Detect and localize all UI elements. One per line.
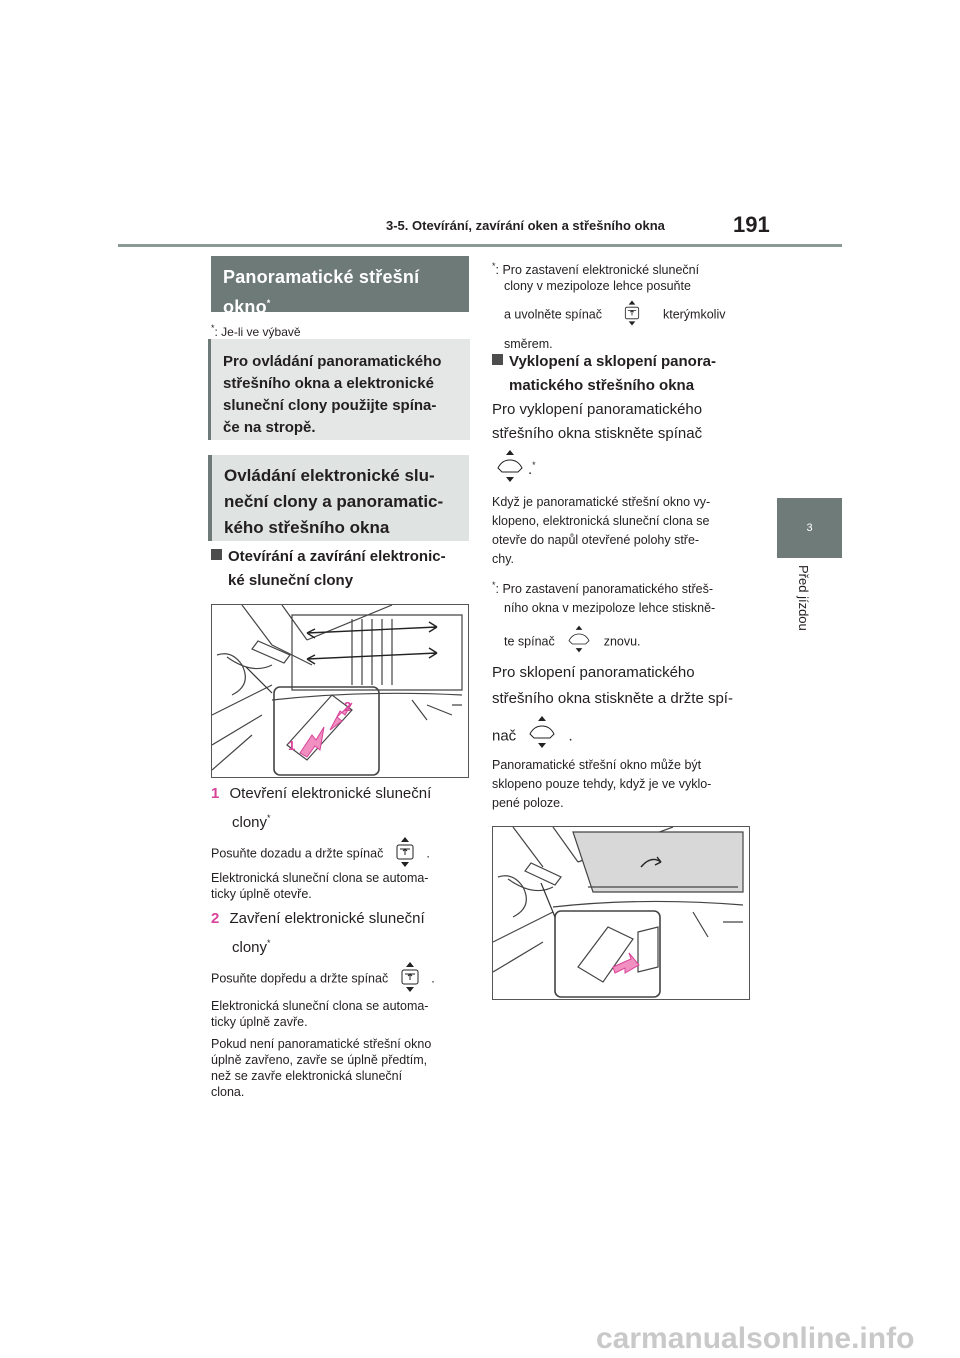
tilt-line: Pro vyklopení panoramatického (492, 401, 703, 418)
square-bullet-icon (492, 354, 503, 365)
optional-mark: * (267, 938, 271, 948)
tilt-description (492, 493, 754, 569)
sunshade-heading-line1: Otevírání a zavírání elektronic- (228, 548, 446, 565)
paragraph-line: úplně zavřeno, zavře se úplně předtím, (211, 1053, 428, 1067)
tilt-stop-note (492, 576, 754, 660)
step-number-1: 1 (211, 785, 220, 802)
availability-footnote (211, 320, 451, 340)
step1-instruction-text: Posuňte dozadu a držte spínač (211, 846, 384, 861)
close-line: Pro sklopení panoramatického (492, 664, 695, 681)
tilt-desc-line: otevře do napůl otevřené polohy stře- (492, 533, 700, 547)
step2-title (211, 907, 471, 960)
optional-mark: * (266, 298, 271, 308)
header-divider (118, 244, 842, 247)
subsection-title-line: kého střešního okna (224, 518, 390, 537)
note-line: clony v mezipoloze lehce posuňte (504, 279, 691, 294)
tilt-desc-line: Když je panoramatické střešní okno vy- (492, 495, 711, 509)
section-title-box (211, 256, 469, 317)
info-line: sluneční clony použijte spína- (223, 397, 437, 414)
close-line: střešního okna stiskněte a držte spí- (492, 690, 733, 707)
tilt-desc-line: chy. (492, 552, 514, 566)
closing-paragraph (211, 1036, 473, 1100)
step2-desc-line: Elektronická sluneční clona se automa- (211, 999, 429, 1013)
note-line: : Pro zastavení elektronické sluneční (495, 263, 700, 278)
step1-desc-line: Elektronická sluneční clona se automa- (211, 871, 429, 885)
sunshade-heading (211, 545, 473, 593)
sunshade-switch-icon (392, 962, 428, 996)
subsection-title-line: neční clony a panoramatic- (224, 492, 444, 511)
section-title-line1: Panoramatické střešní (223, 267, 420, 287)
footnote-text: : Je-li ve výbavě (214, 325, 301, 339)
close-line-start: nač (492, 727, 517, 745)
step1-title-line2: clony (232, 814, 268, 831)
subsection-title-box (208, 455, 469, 541)
square-bullet-icon (211, 549, 222, 560)
illus-label-1: 1 (288, 738, 296, 753)
tilt-instruction (492, 398, 754, 490)
sunshade-stop-note (492, 258, 754, 352)
note-line-end: kterýmkoliv (662, 307, 726, 322)
note-mark: * (492, 261, 496, 271)
step2-description (211, 998, 473, 1030)
note-line-end: znovu. (603, 634, 641, 649)
sunshade-switch-drawing (212, 605, 468, 777)
tilt-switch-icon (564, 624, 594, 660)
paragraph-line: než se zavře elektronická sluneční (211, 1069, 403, 1083)
sunshade-switch-illustration (211, 604, 469, 778)
info-line: Pro ovládání panoramatického (223, 353, 442, 370)
page-number: 191 (733, 212, 770, 237)
tilt-line: střešního okna stiskněte spínač (492, 425, 703, 442)
tilt-heading (492, 350, 754, 398)
note-line: : Pro zastavení panoramatického střeš- (495, 582, 713, 597)
step2-desc-line: ticky úplně zavře. (211, 1015, 308, 1029)
note-line-start: a uvolněte spínač (504, 307, 602, 322)
sunshade-switch-icon (387, 837, 423, 871)
tilt-switch-illustration (492, 826, 750, 1000)
close-desc-line: sklopeno pouze tehdy, když je ve vyklo- (492, 777, 712, 791)
info-line: střešního okna a elektronické (223, 375, 434, 392)
close-instruction (492, 660, 754, 757)
note-line: směrem. (504, 337, 553, 352)
step2-instruction (211, 962, 473, 996)
chapter-tab: 3 (777, 498, 842, 558)
tilt-switch-icon (524, 716, 560, 757)
tilt-end: . (528, 460, 533, 478)
section-header: 3-5. Otevírání, zavírání oken a střešního okna (386, 218, 665, 233)
paragraph-line: clona. (211, 1085, 245, 1099)
close-desc-line: pené poloze. (492, 796, 564, 810)
subsection-title-line: Ovládání elektronické slu- (224, 466, 435, 485)
close-description (492, 756, 754, 813)
step1-description (211, 870, 473, 902)
step2-instruction-text: Posuňte dopředu a držte spínač (211, 971, 389, 986)
tilt-heading-line1: Vyklopení a sklopení panora- (509, 353, 716, 370)
step1-instruction (211, 837, 473, 871)
close-desc-line: Panoramatické střešní okno může být (492, 758, 702, 772)
paragraph-line: Pokud není panoramatické střešní okno (211, 1037, 432, 1051)
tilt-mark: * (532, 459, 536, 470)
tilt-desc-line: klopeno, elektronická sluneční clona se (492, 514, 710, 528)
step2-title-line2: clony (232, 939, 268, 956)
info-line: če na stropě. (223, 419, 316, 436)
step1-title (211, 782, 471, 835)
section-title-line2: okno (223, 297, 267, 317)
footnote-mark: * (211, 323, 215, 333)
note-line-start: te spínač (504, 634, 555, 649)
tilt-switch-drawing (493, 827, 749, 999)
chapter-side-label: Před jízdou (796, 565, 811, 631)
sunshade-switch-icon (617, 298, 647, 332)
step1-desc-line: ticky úplně otevře. (211, 887, 312, 901)
note-line: ního okna v mezipoloze lehce stiskně- (504, 601, 716, 616)
footer-watermark: carmanualsonline.info (596, 1322, 915, 1355)
sunshade-heading-line2: ké sluneční clony (228, 572, 354, 589)
step1-instruction-end: . (426, 846, 430, 861)
note-mark: * (492, 580, 496, 590)
step2-instruction-end: . (431, 971, 435, 986)
step2-title-line1: Zavření elektronické sluneční (229, 910, 425, 927)
close-line-end: . (568, 727, 573, 745)
tilt-switch-icon (492, 450, 528, 490)
illus-label-2: 2 (344, 699, 352, 714)
info-box (208, 339, 470, 440)
step1-title-line1: Otevření elektronické sluneční (229, 785, 432, 802)
tilt-heading-line2: matického střešního okna (509, 377, 695, 394)
step-number-2: 2 (211, 910, 220, 927)
optional-mark: * (267, 813, 271, 823)
